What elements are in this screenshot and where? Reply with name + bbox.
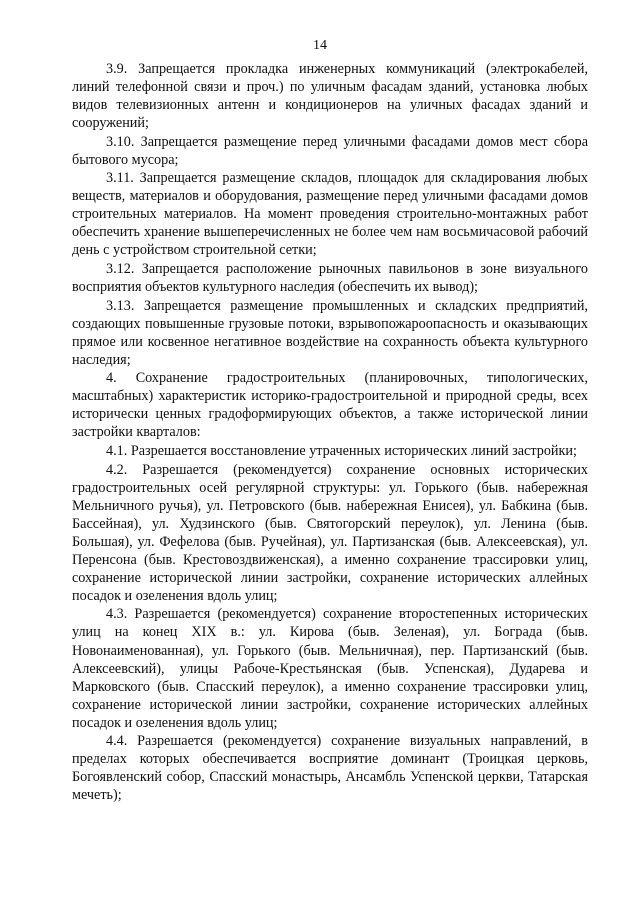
paragraph-3-13: 3.13. Запрещается размещение промышленных и складских предприятий, создающих повышенные грузовые потоки, взрывопожароопасность и оказывающих прямое или косвенное негативное воздействие на сохранность объекта культурного наследия; xyxy=(72,297,588,368)
document-body xyxy=(72,60,588,805)
page-number: 14 xyxy=(313,38,327,53)
paragraph-4-1: 4.1. Разрешается восстановление утраченных исторических линий застройки; xyxy=(106,442,577,459)
paragraph-4: 4. Сохранение градостроительных (планировочных, типологических, масштабных) характеристик историко-градостроительной и природной среды, всех исторически ценных градоформирующих объектов, а также исторической линии застройки кварталов: xyxy=(72,370,588,441)
paragraph-3-11: 3.11. Запрещается размещение складов, площадок для складирования любых веществ, материалов и оборудования, размещение перед уличными фасадами домов строительных материалов. На момент проведения строительно-монтажных работ обеспечить хранение вышеперечисленных не более чем нам восьмичасовой рабочий день с устройством строительной сетки; xyxy=(72,170,588,259)
paragraph-3-12: 3.12. Запрещается расположение рыночных павильонов в зоне визуального восприятия объектов культурного наследия (обеспечить их вывод); xyxy=(72,261,588,296)
paragraph-4-2: 4.2. Разрешается (рекомендуется) сохранение основных исторических градостроительных осей регулярной структуры: ул. Горького (быв. набережная Мельничного ручья), ул. Петровского (быв. набережная Енисея), ул. Бабкина (быв. Бассейная), ул. Худзинского (быв. Святогорский переулок), ул. Ленина (быв. Большая), ул. Фефелова (быв. Ручейная), ул. Партизанская (быв. Алексеевская), ул. Перенсона (быв. Крестовоздвиженская), а именно сохранение трассировки улиц, сохранение исторической линии застройки, сохранение исторических аллейных посадок и озеленения вдоль улиц; xyxy=(72,461,588,604)
paragraph-4-4: 4.4. Разрешается (рекомендуется) сохранение визуальных направлений, в пределах которых обеспечивается восприятие доминант (Троицкая церковь, Богоявленский собор, Спасский монастырь, Ансамбль Успенской церкви, Татарская мечеть); xyxy=(72,733,588,804)
paragraph-3-9: 3.9. Запрещается прокладка инженерных коммуникаций (электрокабелей, линий телефонной связи и проч.) по уличным фасадам зданий, установка любых видов телевизионных антенн и кондиционеров на уличных фасадах зданий и сооружений; xyxy=(72,61,588,132)
paragraph-3-10: 3.10. Запрещается размещение перед уличными фасадами домов мест сбора бытового мусора; xyxy=(72,133,588,168)
paragraph-4-3: 4.3. Разрешается (рекомендуется) сохранение второстепенных исторических улиц на конец XIX в.: ул. Кирова (быв. Зеленая), ул. Бограда (быв. Новонаименованная), ул. Горького (быв. Мельничная), пер. Партизанский (быв. Алексеевский), улицы Рабоче-Крестьянская (быв. Успенская), Дударева и Марковского (быв. Спасский переулок), а именно сохранение трассировки улиц, сохранение исторической линии застройки, сохранение исторических аллейных посадок и озеленения вдоль улиц; xyxy=(72,606,588,731)
